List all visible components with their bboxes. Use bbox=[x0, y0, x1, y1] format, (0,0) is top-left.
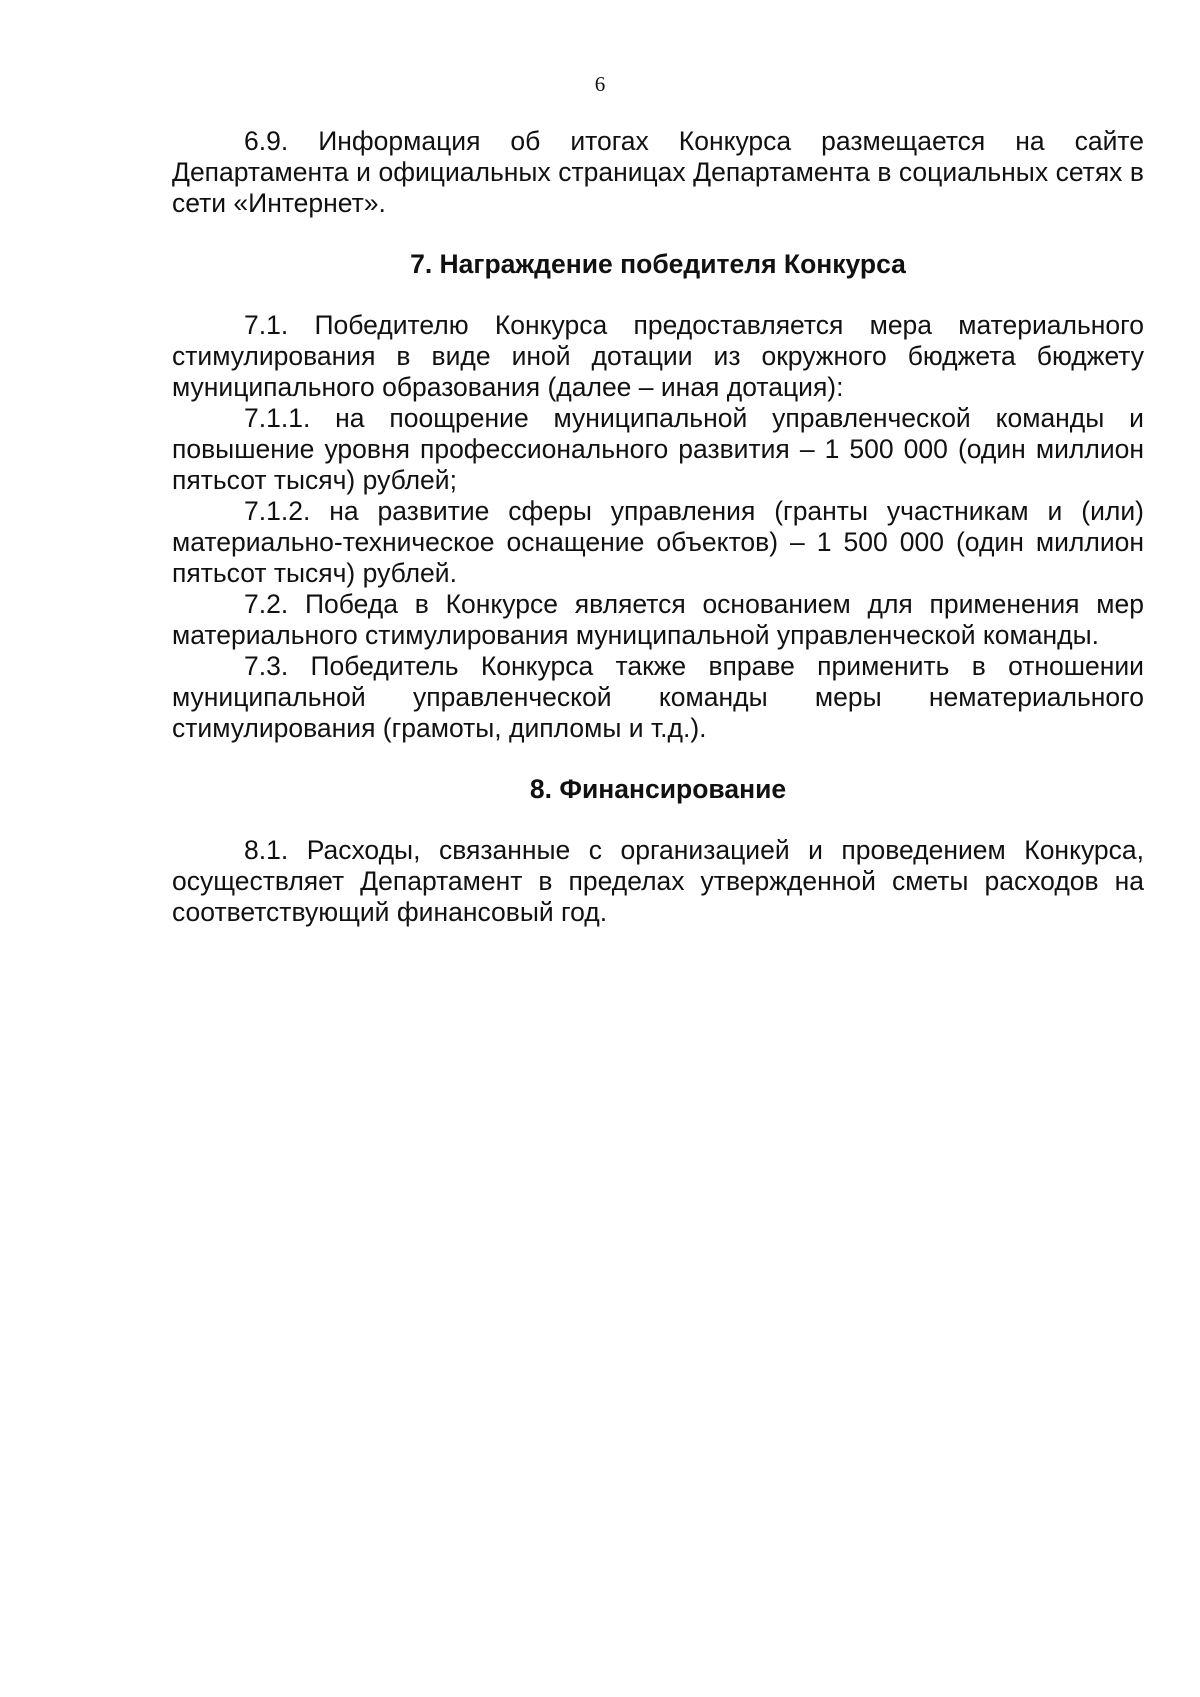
paragraph-6-9: 6.9. Информация об итогах Конкурса размещается на сайте Департамента и официальных страницах Департамента в социальных сетях в сети «Интернет». bbox=[172, 126, 1144, 218]
section-heading-7: 7. Награждение победителя Конкурса bbox=[410, 249, 906, 279]
paragraph-7-2: 7.2. Победа в Конкурсе является основанием для применения мер материального стимулирования муниципальной управленческой команды. bbox=[172, 589, 1144, 650]
paragraph-7-1: 7.1. Победителю Конкурса предоставляется мера материального стимулирования в виде иной дотации из окружного бюджета бюджету муниципального образования (далее – иная дотация): bbox=[172, 310, 1144, 402]
paragraph-7-1-1: 7.1.1. на поощрение муниципальной управленческой команды и повышение уровня профессионального развития – 1 500 000 (один миллион пятьсот тысяч) рублей; bbox=[172, 403, 1144, 495]
paragraph-7-3: 7.3. Победитель Конкурса также вправе применить в отношении муниципальной управленческой команды меры нематериального стимулирования (грамоты, дипломы и т.д.). bbox=[172, 651, 1144, 743]
section-heading-8: 8. Финансирование bbox=[529, 774, 787, 804]
page-number: 6 bbox=[594, 72, 606, 96]
document-body bbox=[172, 126, 1144, 928]
paragraph-7-1-2: 7.1.2. на развитие сферы управления (гранты участникам и (или) материально-техническое оснащение объектов) – 1 500 000 (один миллион пятьсот тысяч) рублей. bbox=[172, 496, 1144, 588]
paragraph-8-1: 8.1. Расходы, связанные с организацией и проведением Конкурса, осуществляет Департамент в пределах утвержденной сметы расходов на соответствующий финансовый год. bbox=[172, 835, 1144, 927]
